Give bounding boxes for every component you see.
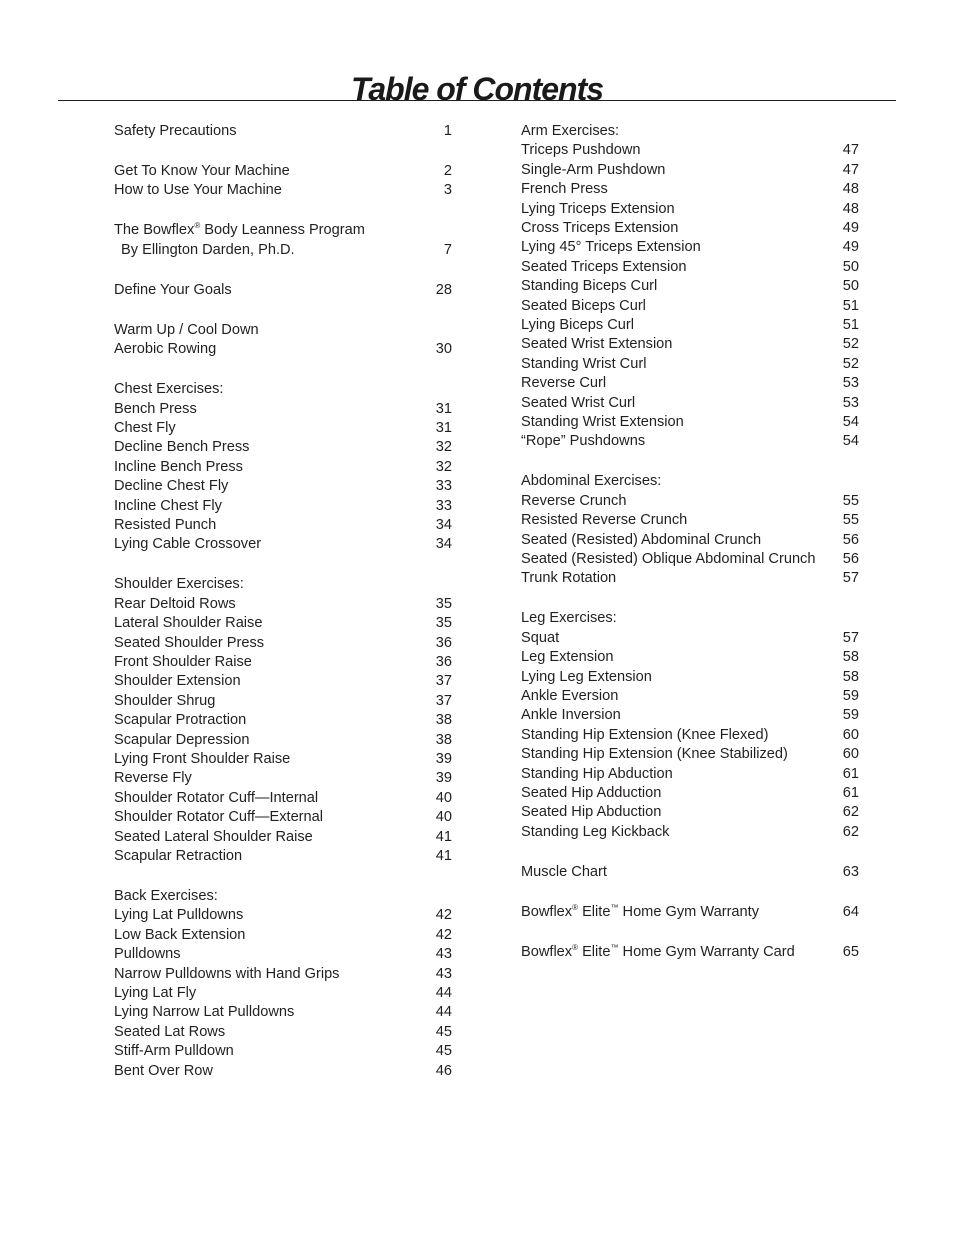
toc-entry-page: 41 — [435, 848, 452, 864]
toc-entry — [114, 614, 452, 633]
toc-entry-label: The Bowflex® Body Leanness Program — [114, 221, 365, 239]
toc-entry-page: 63 — [842, 863, 859, 880]
toc-entry-page: 34 — [435, 536, 452, 553]
toc-entry-page: 52 — [842, 336, 859, 353]
toc-entry-label: Seated Shoulder Press — [114, 634, 265, 651]
toc-entry-label: Seated (Resisted) Abdominal Crunch — [521, 531, 762, 548]
toc-entry-label: Bowflex® Elite™ Home Gym Warranty Card — [521, 942, 795, 960]
toc-entry-label: Seated Hip Abduction — [521, 804, 662, 821]
toc-entry-label: French Press — [521, 181, 608, 198]
title-divider — [58, 100, 896, 101]
toc-entry-page: 43 — [435, 965, 452, 982]
toc-entry-label: Seated (Resisted) Oblique Abdominal Crunch — [521, 551, 816, 567]
toc-entry — [114, 241, 452, 260]
toc-entry — [521, 161, 859, 180]
toc-entry-label: Incline Chest Fly — [114, 497, 222, 514]
toc-entry-page: 49 — [842, 220, 859, 236]
toc-entry — [521, 374, 859, 393]
toc-entry — [114, 926, 452, 945]
toc-entry-page: 45 — [435, 1023, 452, 1040]
toc-entry — [521, 550, 859, 569]
toc-entry-label: Lying 45° Triceps Extension — [521, 239, 701, 256]
toc-entry-label: Bowflex® Elite™ Home Gym Warranty — [521, 902, 760, 920]
toc-entry — [521, 863, 859, 882]
toc-entry — [114, 692, 452, 711]
toc-entry-page: 57 — [842, 570, 859, 587]
toc-entry-label: Lying Narrow Lat Pulldowns — [114, 1004, 295, 1021]
toc-entry — [114, 380, 452, 399]
toc-entry — [114, 789, 452, 808]
toc-entry — [521, 511, 859, 530]
toc-entry — [521, 687, 859, 706]
toc-entry — [521, 706, 859, 725]
toc-entry-label: Reverse Fly — [114, 770, 192, 787]
toc-entry-label: Rear Deltoid Rows — [114, 595, 236, 612]
toc-entry-label: Leg Exercises: — [521, 610, 617, 627]
toc-entry-page: 44 — [435, 1004, 452, 1021]
toc-entry-label: Scapular Protraction — [114, 712, 247, 729]
toc-entry — [114, 634, 452, 653]
toc-entry — [521, 355, 859, 374]
toc-entry-label: Standing Biceps Curl — [521, 278, 658, 295]
toc-entry-label: Shoulder Shrug — [114, 692, 216, 709]
toc-entry-label: Shoulder Rotator Cuff—External — [114, 809, 324, 826]
toc-entry-label: Trunk Rotation — [521, 570, 617, 587]
toc-entry-label: Leg Extension — [521, 649, 614, 666]
toc-entry — [521, 609, 859, 628]
toc-entry — [114, 516, 452, 535]
toc-entry-page: 36 — [435, 654, 452, 670]
toc-entry — [521, 258, 859, 277]
toc-entry — [114, 945, 452, 964]
toc-entry-page: 56 — [842, 551, 859, 567]
toc-entry — [521, 394, 859, 413]
toc-entry — [521, 141, 859, 160]
toc-entry-page: 42 — [435, 907, 452, 924]
toc-entry-label: Shoulder Rotator Cuff—Internal — [114, 789, 319, 806]
toc-entry-label: Squat — [521, 629, 560, 646]
toc-entry — [114, 221, 452, 240]
toc-entry-label: Front Shoulder Raise — [114, 654, 252, 670]
toc-entry — [521, 335, 859, 354]
toc-entry-page: 32 — [435, 458, 452, 475]
toc-entry-page: 31 — [435, 420, 452, 436]
toc-entry-label: Lying Leg Extension — [521, 668, 652, 685]
toc-entry-label: Back Exercises: — [114, 888, 218, 904]
toc-entry-page: 51 — [842, 317, 859, 333]
toc-entry-page: 39 — [435, 751, 452, 767]
toc-entry-page: 41 — [435, 828, 452, 845]
toc-entry — [114, 419, 452, 438]
toc-entry-page: 42 — [435, 926, 452, 943]
toc-entry-page: 33 — [435, 478, 452, 495]
toc-entry-label: Seated Lat Rows — [114, 1023, 226, 1040]
toc-entry-label: Triceps Pushdown — [521, 142, 641, 159]
toc-entry-label: Aerobic Rowing — [114, 341, 217, 358]
toc-entry — [114, 808, 452, 827]
toc-entry-page: 62 — [842, 804, 859, 821]
toc-entry-label: Shoulder Extension — [114, 673, 241, 690]
toc-entry-page: 38 — [435, 731, 452, 748]
toc-entry-label: Narrow Pulldowns with Hand Grips — [114, 965, 340, 982]
toc-entry-page: 61 — [842, 785, 859, 801]
toc-entry — [114, 672, 452, 691]
toc-entry-label: Reverse Curl — [521, 375, 607, 392]
toc-entry-page: 59 — [842, 707, 859, 724]
toc-entry-page: 54 — [842, 433, 859, 450]
toc-entry — [521, 432, 859, 451]
toc-entry-label: Seated Lateral Shoulder Raise — [114, 828, 313, 845]
toc-entry-page: 54 — [842, 414, 859, 430]
toc-entry-label: Decline Chest Fly — [114, 478, 229, 495]
toc-entry — [521, 238, 859, 257]
toc-entry — [521, 745, 859, 764]
toc-entry — [521, 492, 859, 511]
toc-entry — [114, 535, 452, 554]
toc-entry-label: Ankle Eversion — [521, 688, 619, 704]
toc-entry-label: Incline Bench Press — [114, 458, 243, 475]
toc-entry-page: 45 — [435, 1043, 452, 1060]
toc-entry-page: 50 — [842, 258, 859, 275]
toc-entry — [114, 162, 452, 181]
toc-entry-page: 46 — [435, 1062, 452, 1079]
toc-entry — [521, 784, 859, 803]
toc-entry-label: Get To Know Your Machine — [114, 163, 290, 179]
toc-entry-page: 57 — [842, 629, 859, 646]
toc-entry — [521, 122, 859, 141]
toc-entry — [114, 1042, 452, 1061]
toc-entry-label: Lateral Shoulder Raise — [114, 615, 263, 632]
toc-entry — [521, 569, 859, 588]
toc-entry-page: 38 — [435, 712, 452, 729]
toc-entry-label: Lying Front Shoulder Raise — [114, 751, 291, 767]
toc-entry-label: Reverse Crunch — [521, 492, 627, 509]
toc-entry-label: Shoulder Exercises: — [114, 576, 244, 593]
toc-entry-page: 39 — [435, 770, 452, 787]
toc-entry-label: Define Your Goals — [114, 281, 232, 298]
toc-entry — [114, 828, 452, 847]
toc-entry-label: Chest Exercises: — [114, 381, 224, 398]
toc-entry — [114, 575, 452, 594]
toc-entry-page: 55 — [842, 512, 859, 529]
toc-entry — [114, 1062, 452, 1081]
toc-entry-page: 55 — [842, 492, 859, 509]
toc-entry-page: 43 — [435, 946, 452, 963]
toc-entry-page: 61 — [842, 765, 859, 782]
toc-entry-page: 48 — [842, 181, 859, 198]
toc-entry-page: 60 — [842, 746, 859, 763]
toc-entry-page: 65 — [842, 943, 859, 960]
toc-entry-page: 53 — [842, 375, 859, 392]
toc-entry-label: Bench Press — [114, 400, 197, 417]
toc-entry-page: 60 — [842, 726, 859, 743]
toc-entry — [521, 648, 859, 667]
toc-entry-label: Resisted Punch — [114, 517, 217, 533]
toc-entry-label: Lying Triceps Extension — [521, 200, 675, 217]
toc-entry-label: Standing Hip Abduction — [521, 765, 673, 782]
toc-entry-label: Seated Triceps Extension — [521, 258, 687, 275]
toc-entry — [114, 847, 452, 866]
toc-entry-label: Abdominal Exercises: — [521, 473, 662, 490]
toc-entry-page: 31 — [435, 400, 452, 417]
toc-entry — [114, 122, 452, 141]
toc-entry — [114, 750, 452, 769]
toc-entry-page: 47 — [842, 142, 859, 159]
toc-entry-label: Pulldowns — [114, 946, 181, 963]
toc-entry — [114, 321, 452, 340]
toc-entry-label: Cross Triceps Extension — [521, 220, 679, 236]
toc-entry-page: 1 — [443, 123, 452, 139]
toc-entry — [521, 200, 859, 219]
toc-entry — [114, 887, 452, 906]
toc-entry — [114, 711, 452, 730]
toc-entry — [114, 769, 452, 788]
toc-entry-label: Single-Arm Pushdown — [521, 161, 666, 178]
toc-entry-label: “Rope” Pushdowns — [521, 433, 646, 450]
toc-entry — [521, 297, 859, 316]
toc-entry-page: 37 — [435, 692, 452, 709]
toc-entry-page: 40 — [435, 789, 452, 806]
toc-entry-label: Standing Leg Kickback — [521, 823, 670, 840]
toc-entry-page: 35 — [435, 595, 452, 612]
toc-entry — [114, 731, 452, 750]
toc-entry — [114, 965, 452, 984]
toc-entry — [114, 340, 452, 359]
toc-entry-label: Resisted Reverse Crunch — [521, 512, 688, 529]
toc-entry-page: 52 — [842, 355, 859, 372]
toc-entry — [114, 497, 452, 516]
toc-entry — [521, 316, 859, 335]
toc-entry — [114, 438, 452, 457]
toc-entry-page: 28 — [435, 281, 452, 298]
toc-entry-page: 51 — [842, 297, 859, 314]
toc-entry-page: 7 — [443, 241, 452, 258]
toc-entry — [521, 943, 859, 962]
toc-entry-label: Standing Hip Extension (Knee Stabilized) — [521, 746, 788, 763]
toc-entry-page: 40 — [435, 809, 452, 826]
toc-entry-page: 2 — [443, 163, 452, 179]
page-title: Table of Contents — [350, 71, 604, 108]
toc-entry-label: How to Use Your Machine — [114, 182, 282, 199]
toc-entry — [114, 400, 452, 419]
toc-entry-label: Safety Precautions — [114, 123, 237, 139]
toc-entry — [114, 181, 452, 200]
toc-entry-page: 33 — [435, 497, 452, 514]
toc-entry-label: Scapular Depression — [114, 731, 250, 748]
toc-entry-label: Muscle Chart — [521, 863, 607, 880]
toc-entry — [114, 906, 452, 925]
toc-entry-page: 3 — [443, 182, 452, 199]
toc-entry-label: Standing Wrist Extension — [521, 414, 684, 430]
toc-entry-label: Seated Wrist Curl — [521, 394, 636, 411]
toc-entry-label: Warm Up / Cool Down — [114, 321, 259, 338]
toc-entry — [521, 823, 859, 842]
toc-entry — [521, 765, 859, 784]
toc-entry-label: Lying Cable Crossover — [114, 536, 262, 553]
toc-entry-page: 64 — [842, 903, 859, 920]
toc-entry-label: Bent Over Row — [114, 1062, 213, 1079]
toc-entry — [521, 668, 859, 687]
toc-entry-label: Chest Fly — [114, 420, 176, 436]
toc-entry-page: 56 — [842, 531, 859, 548]
toc-entry-label: Ankle Inversion — [521, 707, 621, 724]
toc-entry-page: 62 — [842, 823, 859, 840]
toc-entry-page: 34 — [435, 517, 452, 533]
toc-entry — [114, 984, 452, 1003]
toc-entry — [521, 180, 859, 199]
toc-entry-label: Scapular Retraction — [114, 848, 243, 864]
toc-entry — [114, 1023, 452, 1042]
toc-entry-label: By Ellington Darden, Ph.D. — [121, 241, 295, 258]
toc-entry-page: 49 — [842, 239, 859, 256]
toc-entry-page: 53 — [842, 394, 859, 411]
toc-entry-page: 30 — [435, 341, 452, 358]
toc-entry-label: Lying Lat Fly — [114, 985, 197, 1001]
toc-entry-page: 32 — [435, 439, 452, 456]
toc-entry-label: Standing Wrist Curl — [521, 355, 647, 372]
toc-entry-page: 36 — [435, 634, 452, 651]
toc-entry — [521, 472, 859, 491]
toc-entry — [114, 477, 452, 496]
toc-entry-label: Standing Hip Extension (Knee Flexed) — [521, 726, 769, 743]
toc-entry-page: 59 — [842, 688, 859, 704]
toc-entry-label: Seated Hip Adduction — [521, 785, 662, 801]
toc-entry-page: 48 — [842, 200, 859, 217]
toc-entry-label: Seated Wrist Extension — [521, 336, 673, 353]
toc-entry-page: 58 — [842, 668, 859, 685]
toc-entry — [521, 219, 859, 238]
toc-entry-label: Decline Bench Press — [114, 439, 250, 456]
toc-entry — [114, 281, 452, 300]
toc-entry — [521, 726, 859, 745]
toc-entry-label: Arm Exercises: — [521, 123, 620, 139]
toc-entry-label: Stiff-Arm Pulldown — [114, 1043, 234, 1060]
toc-entry-page: 47 — [842, 161, 859, 178]
toc-entry-label: Low Back Extension — [114, 926, 246, 943]
toc-entry-page: 44 — [435, 985, 452, 1001]
toc-entry-page: 58 — [842, 649, 859, 666]
toc-entry — [521, 277, 859, 296]
toc-entry — [521, 803, 859, 822]
toc-entry — [521, 903, 859, 922]
toc-entry — [114, 595, 452, 614]
toc-entry — [521, 531, 859, 550]
toc-entry-page: 35 — [435, 615, 452, 632]
toc-entry-label: Lying Biceps Curl — [521, 317, 635, 333]
toc-entry-page: 37 — [435, 673, 452, 690]
toc-entry — [114, 653, 452, 672]
toc-entry — [521, 413, 859, 432]
toc-entry-label: Seated Biceps Curl — [521, 297, 646, 314]
toc-entry-page: 50 — [842, 278, 859, 295]
toc-entry — [521, 629, 859, 648]
toc-entry-label: Lying Lat Pulldowns — [114, 907, 244, 924]
toc-entry — [114, 458, 452, 477]
toc-entry — [114, 1003, 452, 1022]
